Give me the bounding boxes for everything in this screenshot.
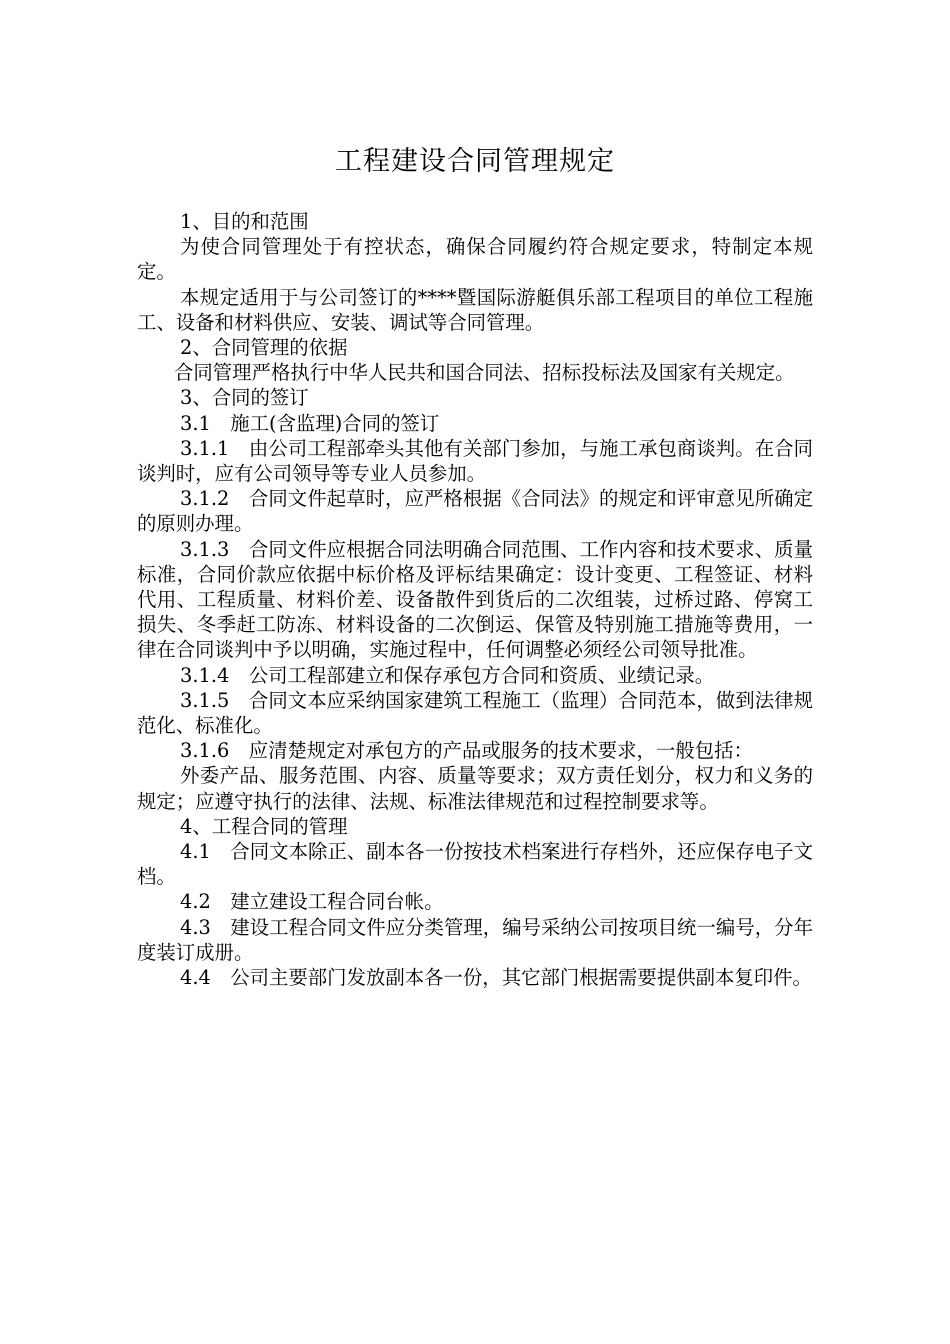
clause: 4.3 建设工程合同文件应分类管理，编号采纳公司按项目统一编号，分年度装订成册。 [137, 915, 813, 964]
subsection-heading: 3.1 施工(含监理)合同的签订 [180, 411, 440, 435]
paragraph: 为使合同管理处于有控状态，确保合同履约符合规定要求，特制定本规定。 [137, 235, 813, 284]
document-body [137, 209, 813, 990]
section-heading: 4、工程合同的管理 [180, 814, 348, 838]
paragraph: 外委产品、服务范围、内容、质量等要求；双方责任划分，权力和义务的规定；应遵守执行的法律、法规、标准法律规范和过程控制要求等。 [137, 764, 813, 813]
clause: 3.1.4 公司工程部建立和保存承包方合同和资质、业绩记录。 [180, 663, 715, 687]
clause: 4.4 公司主要部门发放副本各一份，其它部门根据需要提供副本复印件。 [180, 966, 812, 990]
clause: 4.1 合同文本除正、副本各一份按技术档案进行存档外，还应保存电子文档。 [137, 840, 813, 889]
clause: 3.1.5 合同文本应采纳国家建筑工程施工（监理）合同范本，做到法律规范化、标准化。 [137, 688, 813, 738]
section-heading: 3、合同的签订 [180, 386, 309, 410]
clause: 3.1.2 合同文件起草时，应严格根据《合同法》的规定和评审意见所确定的原则办理。 [137, 487, 813, 536]
document-title: 工程建设合同管理规定 [335, 146, 615, 177]
clause: 4.2 建立建设工程合同台帐。 [180, 890, 444, 914]
paragraph: 合同管理严格执行中华人民共和国合同法、招标投标法及国家有关规定。 [174, 361, 795, 385]
paragraph: 本规定适用于与公司签订的****暨国际游艇俱乐部工程项目的单位工程施工、设备和材料供应、安装、调试等合同管理。 [137, 285, 813, 334]
clause: 3.1.1 由公司工程部牵头其他有关部门参加，与施工承包商谈判。在合同谈判时，应有公司领导等专业人员参加。 [137, 436, 813, 486]
section-heading: 2、合同管理的依据 [180, 336, 348, 360]
section-heading: 1、目的和范围 [180, 210, 309, 233]
clause: 3.1.6 应清楚规定对承包方的产品或服务的技术要求，一般包括： [180, 739, 753, 763]
document-page [137, 0, 813, 1344]
clause: 3.1.3 合同文件应根据合同法明确合同范围、工作内容和技术要求、质量标准，合同价款应依据中标价格及评标结果确定：设计变更、工程签证、材料代用、工程质量、材料价差、设备散件到货后的二次组装，过桥过路、停窝工损失、冬季赶工防冻、材料设备的二次倒运、保管及特别施工措施等费用，一律在合同谈判中予以明确，实施过程中，任何调整必须经公司领导批准。 [137, 537, 813, 662]
